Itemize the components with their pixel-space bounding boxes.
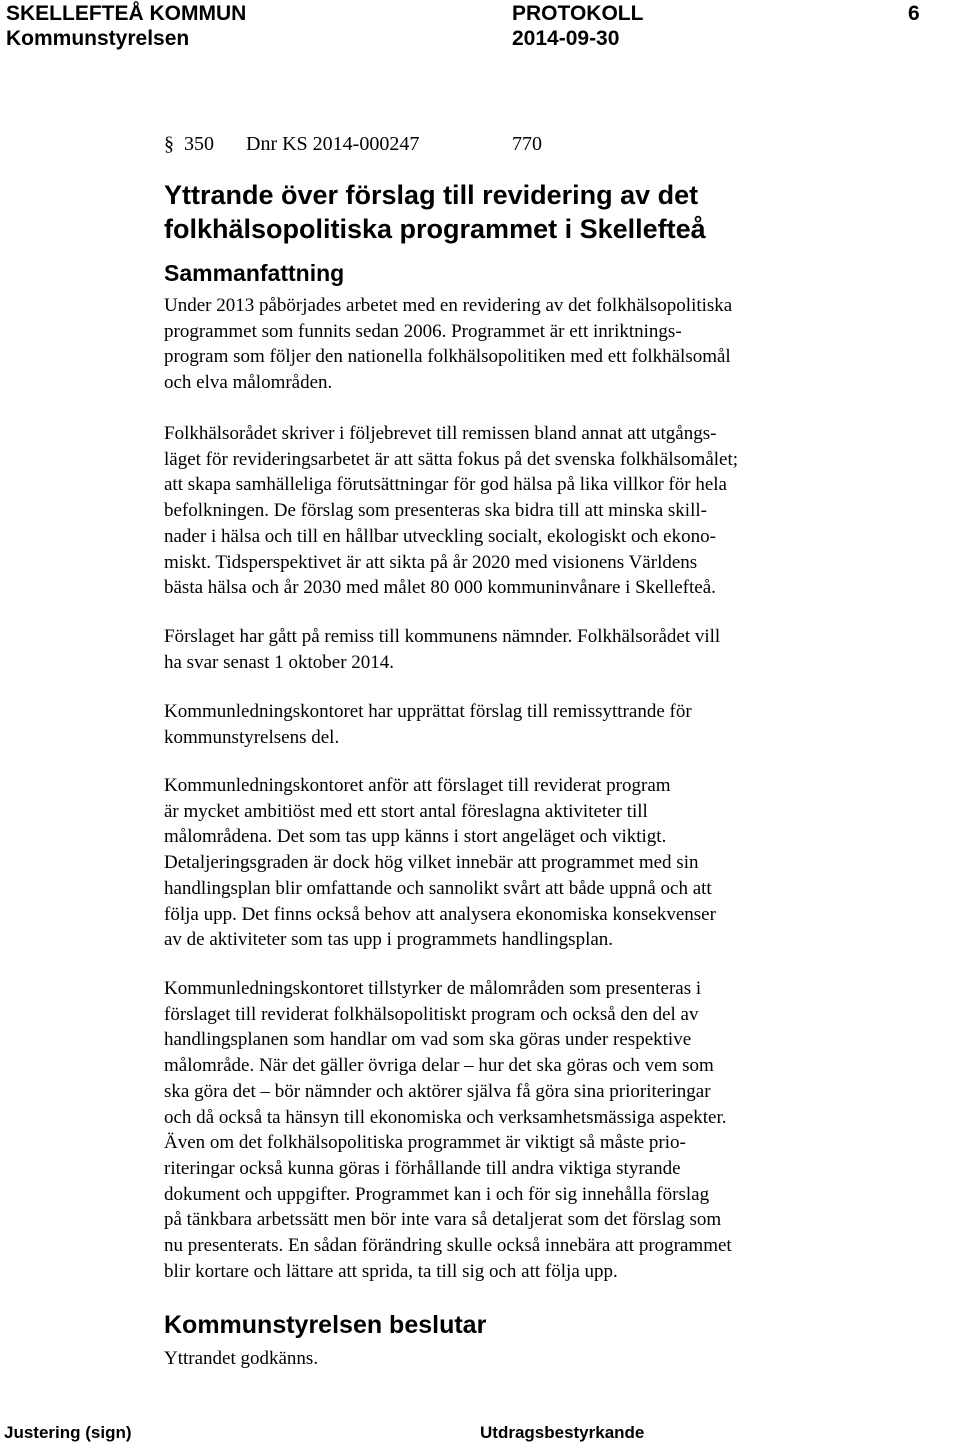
text-line: ska göra det – bör nämnder och aktörer själva få göra sina prioriteringar [164, 1080, 711, 1102]
text-line: Detaljeringsgraden är dock hög vilket innebär att programmet med sin [164, 852, 699, 874]
text-line: befolkningen. De förslag som presenteras ska bidra till att minska skill- [164, 500, 707, 522]
text-line: riteringar också kunna göras i förhållande till andra viktiga styrande [164, 1157, 681, 1179]
summary-paragraph [164, 421, 864, 601]
municipality-name: SKELLEFTEÅ KOMMUN [6, 2, 247, 25]
text-line: och då också ta hänsyn till ekonomiska och verksamhetsmässiga aspekter. [164, 1106, 727, 1128]
diary-number: Dnr KS 2014-000247 [246, 133, 420, 155]
text-line: och elva målområden. [164, 372, 333, 394]
text-line: av de aktiviteter som tas upp i programmets handlingsplan. [164, 929, 614, 951]
text-line: målområdena. Det som tas upp känns i stort angeläget och viktigt. [164, 826, 667, 848]
text-line: dokument och uppgifter. Programmet kan i och för sig innehålla förslag [164, 1183, 710, 1205]
text-line: handlingsplanen som handlar om vad som ska göras under respektive [164, 1029, 692, 1051]
paragraph-sign: § [164, 133, 174, 155]
text-line: Förslaget har gått på remiss till kommunens nämnder. Folkhälsorådet vill [164, 626, 721, 647]
decision-text [164, 1346, 864, 1372]
text-line: handlingsplan blir omfattande och sannolikt svårt att både uppnå och att [164, 877, 712, 899]
text-line: förslaget till reviderat folkhälsopolitiskt program och också den del av [164, 1003, 699, 1025]
text-line: läget för revideringsarbetet är att sätta fokus på det svenska folkhälsomålet; [164, 448, 739, 470]
text-line: Även om det folkhälsopolitiska programmet är viktigt så måste prio- [164, 1132, 686, 1154]
committee-name: Kommunstyrelsen [6, 27, 190, 50]
summary-paragraph [164, 976, 864, 1284]
text-line: Under 2013 påbörjades arbetet med en revidering av det folkhälsopolitiska [164, 295, 733, 316]
title-line: folkhälsopolitiska programmet i Skellefteå [164, 214, 706, 244]
summary-paragraph [164, 293, 864, 396]
text-line: Kommunledningskontoret anför att förslaget till reviderat program [164, 775, 671, 796]
document-type: PROTOKOLL [512, 2, 644, 25]
meeting-date: 2014-09-30 [512, 27, 620, 50]
text-line: Yttrandet godkänns. [164, 1348, 319, 1369]
adjustment-signature-label: Justering (sign) [4, 1423, 132, 1442]
text-line: Kommunledningskontoret tillstyrker de målområden som presenteras i [164, 978, 702, 999]
text-line: följa upp. Det finns också behov att analysera ekonomiska konsekvenser [164, 903, 716, 925]
page-number: 6 [908, 2, 920, 25]
document-title [164, 178, 864, 246]
summary-paragraph [164, 699, 864, 750]
text-line: blir kortare och lättare att sprida, ta till sig och att följa upp. [164, 1260, 618, 1282]
text-line: bästa hälsa och år 2030 med målet 80 000 kommuninvånare i Skellefteå. [164, 577, 716, 599]
decision-heading: Kommunstyrelsen beslutar [164, 1311, 487, 1339]
case-code: 770 [512, 133, 542, 155]
text-line: nu presenterats. En sådan förändring skulle också innebära att programmet [164, 1235, 732, 1257]
text-line: målområde. När det gäller övriga delar – hur det ska göras och vem som [164, 1055, 714, 1077]
text-line: Kommunledningskontoret har upprättat förslag till remissyttrande för [164, 701, 692, 722]
summary-paragraph [164, 773, 864, 953]
text-line: ha svar senast 1 oktober 2014. [164, 651, 395, 673]
paragraph-number: 350 [184, 133, 214, 155]
text-line: att skapa samhälleliga förutsättningar för god hälsa på lika villkor för hela [164, 474, 727, 496]
summary-paragraph [164, 624, 864, 675]
text-line: kommunstyrelsens del. [164, 726, 340, 748]
text-line: Folkhälsorådet skriver i följebrevet till remissen bland annat att utgångs- [164, 423, 717, 444]
text-line: programmet som funnits sedan 2006. Programmet är ett inriktnings- [164, 320, 682, 342]
title-line: Yttrande över förslag till revidering av det [164, 180, 699, 210]
text-line: nader i hälsa och till en hållbar utveckling socialt, ekologiskt och ekono- [164, 525, 716, 547]
footer-divider [0, 1417, 960, 1418]
case-reference [164, 131, 542, 157]
text-line: miskt. Tidsperspektivet är att sikta på år 2020 med visionens Världens [164, 551, 698, 573]
text-line: är mycket ambitiöst med ett stort antal föreslagna aktiviteter till [164, 800, 648, 822]
extract-certification-label: Utdragsbestyrkande [480, 1423, 645, 1442]
text-line: på tänkbara arbetssätt men bör inte vara så detaljerat som det förslag som [164, 1209, 722, 1231]
summary-heading: Sammanfattning [164, 260, 345, 286]
text-line: program som följer den nationella folkhälsopolitiken med ett folkhälsomål [164, 346, 731, 368]
